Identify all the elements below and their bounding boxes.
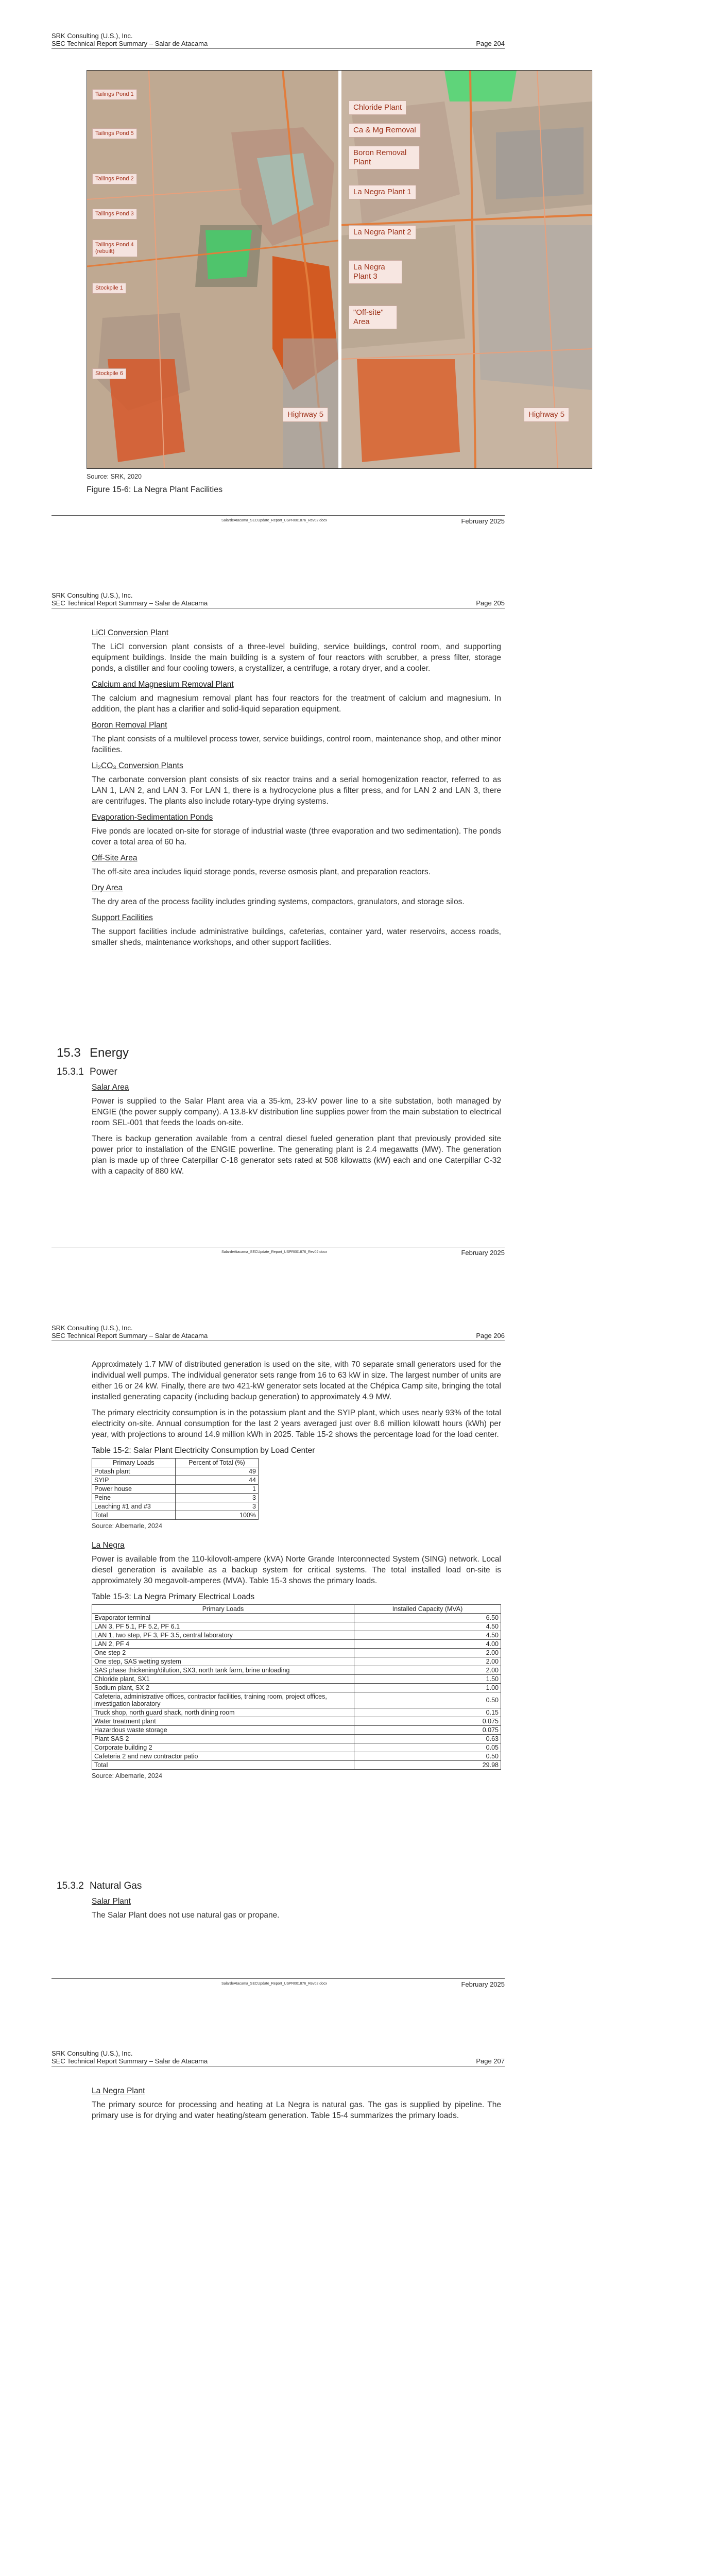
header-company: SRK Consulting (U.S.), Inc.: [52, 2049, 133, 2057]
heading-number: 15.3.1: [57, 1066, 84, 1077]
page-number: Page 206: [476, 1332, 505, 1340]
column-header: Percent of Total (%): [175, 1459, 258, 1467]
footer-filename: SalardeAtacama_SECUpdate_Report_USPR001876_Rev02.docx: [221, 1982, 328, 1986]
table-row: [92, 1675, 501, 1684]
cell: Sodium plant, SX 2: [92, 1684, 354, 1692]
table-row: [92, 1622, 501, 1631]
heading-number: 15.3.2: [57, 1880, 84, 1891]
label-tailings-pond-5: Tailings Pond 5: [92, 128, 137, 139]
paragraph: The primary electricity consumption is in the potassium plant and the SYIP plant, which uses nearly 93% of the total electricity on-site. Annual consumption for the last 2 years averaged just over 8.6 million kilowatt hours (kWh) per year, with projections to around 14.9 million kWh in 2025. Table 15-2 shows the percentage load for the load center.: [92, 1409, 501, 1439]
section-title: Support Facilities: [92, 913, 153, 922]
figure-right-panel: [341, 71, 592, 468]
section-title: La Negra Plant: [92, 2087, 145, 2095]
cell: 0.50: [354, 1752, 501, 1761]
label-highway-5-right: Highway 5: [524, 408, 569, 422]
footer-filename: SalardeAtacama_SECUpdate_Report_USPR001876_Rev02.docx: [221, 519, 328, 522]
cell: LAN 3, PF 5.1, PF 5.2, PF 6.1: [92, 1622, 354, 1631]
heading-natural-gas: [57, 1880, 142, 1892]
la-negra-gas-section: [92, 2086, 501, 2126]
page-number: Page 207: [476, 2057, 505, 2065]
table-row: [92, 1467, 259, 1476]
page-header: [52, 1324, 505, 1341]
header-report-title: SEC Technical Report Summary – Salar de Atacama: [52, 40, 208, 47]
paragraph: Approximately 1.7 MW of distributed generation is used on the site, with 70 separate small generators used for the individual well pumps. The individual generator sets range from 16 to 63 kW in size. The largest number of units are either 16 or 24 kW. Finally, there are two 421-kW generator sets located at the Chépica Camp site, bringing the total installed generating capacity (including backup generation) to approximately 4.9 MW.: [92, 1360, 501, 1401]
section-text: The LiCl conversion plant consists of a three-level building, service buildings, control room, and supporting equipment buildings. Inside the main building is a system of four reactors with scrubber, a press filter, storage ponds, a distiller and four cooling towers, a crystallizer, a centrifuge, a rotary dryer, and a cooler.: [92, 642, 501, 673]
header-company: SRK Consulting (U.S.), Inc.: [52, 32, 133, 40]
table-row: [92, 1631, 501, 1640]
label-chloride-plant: Chloride Plant: [349, 100, 406, 115]
heading-energy: [57, 1046, 129, 1060]
facility-sections: [92, 628, 501, 953]
paragraph: The Salar Plant does not use natural gas or propane.: [92, 1911, 280, 1920]
section-title: La Negra: [92, 1541, 125, 1550]
label-tailings-pond-1: Tailings Pond 1: [92, 89, 137, 100]
section-title: Evaporation-Sedimentation Ponds: [92, 813, 213, 822]
label-stockpile-1: Stockpile 1: [92, 283, 126, 294]
header-report-title: SEC Technical Report Summary – Salar de Atacama: [52, 599, 208, 607]
label-la-negra-plant-3: La Negra Plant 3: [349, 260, 402, 284]
cell: 3: [175, 1502, 258, 1511]
cell: Power house: [92, 1485, 176, 1494]
heading-title: Energy: [90, 1046, 129, 1060]
table-row: [92, 1717, 501, 1726]
page-number: Page 204: [476, 40, 505, 47]
cell: 4.50: [354, 1631, 501, 1640]
section-text: The off-site area includes liquid storage ponds, reverse osmosis plant, and preparation reactors.: [92, 868, 431, 876]
section-text: The plant consists of a multilevel process tower, service buildings, control room, maintenance shop, and other minor facilities.: [92, 735, 501, 754]
section-text: The support facilities include administrative buildings, cafeterias, container yard, water reservoirs, access roads, smaller sheds, maintenance workshops, and other support facilities.: [92, 927, 501, 947]
label-tailings-pond-3: Tailings Pond 3: [92, 209, 137, 219]
table-source: Source: Albemarle, 2024: [92, 1522, 162, 1530]
cell: Evaporator terminal: [92, 1614, 354, 1622]
cell: Peine: [92, 1494, 176, 1502]
cell: 100%: [175, 1511, 258, 1520]
section-title: Salar Plant: [92, 1897, 131, 1906]
page-header: [52, 591, 505, 608]
page-204: [0, 0, 703, 536]
section-text: The calcium and magnesium removal plant has four reactors for the treatment of calcium and magnesium. In addition, the plant has a clarifier and solid-liquid separation equipment.: [92, 694, 501, 714]
label-la-negra-plant-2: La Negra Plant 2: [349, 225, 416, 240]
page-207: [0, 1989, 703, 2576]
cell: LAN 1, two step, PF 3, PF 3.5, central laboratory: [92, 1631, 354, 1640]
label-off-site-area: "Off-site" Area: [349, 306, 397, 329]
cell: 0.05: [354, 1743, 501, 1752]
cell: Hazardous waste storage: [92, 1726, 354, 1735]
footer-date: February 2025: [461, 1980, 505, 1988]
cell: 29.98: [354, 1761, 501, 1770]
table-row: [92, 1708, 501, 1717]
salar-plant-gas-section: [92, 1896, 501, 1926]
table-row: [92, 1692, 501, 1708]
page-footer: [52, 515, 505, 525]
column-header: Installed Capacity (MVA): [354, 1605, 501, 1614]
paragraph: Power is available from the 110-kilovolt-ampere (kVA) Norte Grande Interconnected System (SING) network. Local diesel generation is available as a backup system for critical systems. The total installed load on-site is approximately 30 megavolt-amperes (MVA). Table 15-3 shows the primary loads.: [92, 1555, 501, 1585]
cell: Truck shop, north guard shack, north dining room: [92, 1708, 354, 1717]
table-caption: Table 15-2: Salar Plant Electricity Consumption by Load Center: [92, 1446, 315, 1455]
heading-title: Natural Gas: [90, 1880, 142, 1891]
table-row: [92, 1494, 259, 1502]
cell: One step, SAS wetting system: [92, 1657, 354, 1666]
label-tailings-pond-4: Tailings Pond 4 (rebuilt): [92, 240, 138, 257]
section-title: Dry Area: [92, 884, 123, 892]
table-caption: Table 15-3: La Negra Primary Electrical Loads: [92, 1592, 255, 1601]
section-title: Calcium and Magnesium Removal Plant: [92, 680, 234, 689]
section-title: Salar Area: [92, 1083, 129, 1092]
cell: Cafeteria, administrative offices, contractor facilities, training room, project offices, investigation laboratory: [92, 1692, 354, 1708]
label-highway-5-left: Highway 5: [283, 408, 328, 422]
table-row: [92, 1752, 501, 1761]
table-row: [92, 1511, 259, 1520]
table-row: [92, 1649, 501, 1657]
table-row: [92, 1735, 501, 1743]
cell: Leaching #1 and #3: [92, 1502, 176, 1511]
page-footer: [52, 1978, 505, 1988]
cell: 2.00: [354, 1666, 501, 1675]
page-header: [52, 32, 505, 49]
cell: 49: [175, 1467, 258, 1476]
cell: Corporate building 2: [92, 1743, 354, 1752]
table-row: [92, 1614, 501, 1622]
figure-left-panel: [87, 71, 338, 468]
cell: 3: [175, 1494, 258, 1502]
cell: SAS phase thickening/dilution, SX3, north tank farm, brine unloading: [92, 1666, 354, 1675]
table-source: Source: Albemarle, 2024: [92, 1772, 162, 1780]
page-footer: [52, 1247, 505, 1257]
page-header: [52, 2049, 505, 2066]
cell: 6.50: [354, 1614, 501, 1622]
cell: 0.075: [354, 1726, 501, 1735]
paragraph: The primary source for processing and heating at La Negra is natural gas. The gas is supplied by pipeline. The primary use is for drying and water heating/steam generation. Table 15-4 summarizes the primary loads.: [92, 2100, 501, 2120]
table-row: [92, 1502, 259, 1511]
page-number: Page 205: [476, 599, 505, 607]
cell: Total: [92, 1761, 354, 1770]
cell: 2.00: [354, 1657, 501, 1666]
page-206: [0, 1257, 703, 1989]
figure-la-negra-plant: [87, 70, 592, 469]
label-boron-removal-plant: Boron Removal Plant: [349, 146, 420, 170]
cell: 44: [175, 1476, 258, 1485]
cell: 0.15: [354, 1708, 501, 1717]
cell: 4.50: [354, 1622, 501, 1631]
generation-section: [92, 1359, 501, 1790]
column-header: Primary Loads: [92, 1605, 354, 1614]
table-row: [92, 1640, 501, 1649]
cell: LAN 2, PF 4: [92, 1640, 354, 1649]
section-title: Off-Site Area: [92, 854, 138, 862]
table-row: [92, 1476, 259, 1485]
section-text: The dry area of the process facility includes grinding systems, compactors, granulators, and storage silos.: [92, 897, 465, 906]
section-title: Li₂CO₃ Conversion Plants: [92, 761, 183, 770]
cell: 1: [175, 1485, 258, 1494]
table-row: [92, 1684, 501, 1692]
figure-source: Source: SRK, 2020: [87, 473, 142, 480]
table-row: [92, 1726, 501, 1735]
table-row: [92, 1485, 259, 1494]
heading-power: [57, 1066, 117, 1078]
table-row: [92, 1761, 501, 1770]
table-row: [92, 1743, 501, 1752]
page-205: [0, 536, 703, 1257]
cell: 0.075: [354, 1717, 501, 1726]
table-row: [92, 1666, 501, 1675]
label-stockpile-6: Stockpile 6: [92, 368, 126, 379]
cell: 1.00: [354, 1684, 501, 1692]
footer-date: February 2025: [461, 517, 505, 525]
cell: 0.63: [354, 1735, 501, 1743]
cell: 0.50: [354, 1692, 501, 1708]
label-tailings-pond-2: Tailings Pond 2: [92, 174, 137, 184]
cell: 1.50: [354, 1675, 501, 1684]
label-la-negra-plant-1: La Negra Plant 1: [349, 185, 416, 199]
header-report-title: SEC Technical Report Summary – Salar de Atacama: [52, 1332, 208, 1340]
salar-load-table: [92, 1458, 259, 1520]
la-negra-load-table: [92, 1604, 501, 1770]
heading-title: Power: [90, 1066, 117, 1077]
table-row: [92, 1657, 501, 1666]
cell: Plant SAS 2: [92, 1735, 354, 1743]
header-report-title: SEC Technical Report Summary – Salar de Atacama: [52, 2057, 208, 2065]
heading-number: 15.3: [57, 1046, 81, 1060]
label-ca-mg-removal: Ca & Mg Removal: [349, 123, 421, 138]
cell: Total: [92, 1511, 176, 1520]
column-header: Primary Loads: [92, 1459, 176, 1467]
section-text: Five ponds are located on-site for storage of industrial waste (three evaporation and two sedimentation). The ponds cover a total area of 60 ha.: [92, 827, 501, 846]
cell: 4.00: [354, 1640, 501, 1649]
cell: SYIP: [92, 1476, 176, 1485]
footer-filename: SalardeAtacama_SECUpdate_Report_USPR001876_Rev02.docx: [221, 1250, 328, 1254]
section-text: There is backup generation available from a central diesel fueled generation plant that previously provided site power prior to installation of the ENGIE powerline. The generating plant is 2.4 megawatts (MW). The generation plan is made up of three Caterpillar C-18 generator sets rated at 508 kilowatts (kW) each and one Caterpillar C-32 with a capacity of 880 kW.: [92, 1134, 501, 1176]
cell: 2.00: [354, 1649, 501, 1657]
salar-area-section: [92, 1082, 501, 1182]
section-title: LiCl Conversion Plant: [92, 629, 169, 637]
header-company: SRK Consulting (U.S.), Inc.: [52, 1324, 133, 1332]
cell: Water treatment plant: [92, 1717, 354, 1726]
cell: Chloride plant, SX1: [92, 1675, 354, 1684]
header-company: SRK Consulting (U.S.), Inc.: [52, 591, 133, 599]
footer-date: February 2025: [461, 1249, 505, 1257]
section-text: Power is supplied to the Salar Plant area via a 35-km, 23-kV power line to a site substation, both managed by ENGIE (the power supply company). A 13.8-kV distribution line supplies power from the main substation to electrical room SEL-001 that feeds the loads on-site.: [92, 1097, 501, 1127]
cell: Cafeteria 2 and new contractor patio: [92, 1752, 354, 1761]
cell: One step 2: [92, 1649, 354, 1657]
figure-caption: Figure 15-6: La Negra Plant Facilities: [87, 485, 223, 494]
section-text: The carbonate conversion plant consists of six reactor trains and a serial homogenization reactor, referred to as LAN 1, LAN 2, and LAN 3. For LAN 1, there is a hydrocyclone plus a filter press, and for LAN 2 and LAN 3, there are centrifuges. The plants also include rotary-type drying systems.: [92, 775, 501, 806]
cell: Potash plant: [92, 1467, 176, 1476]
section-title: Boron Removal Plant: [92, 721, 167, 730]
